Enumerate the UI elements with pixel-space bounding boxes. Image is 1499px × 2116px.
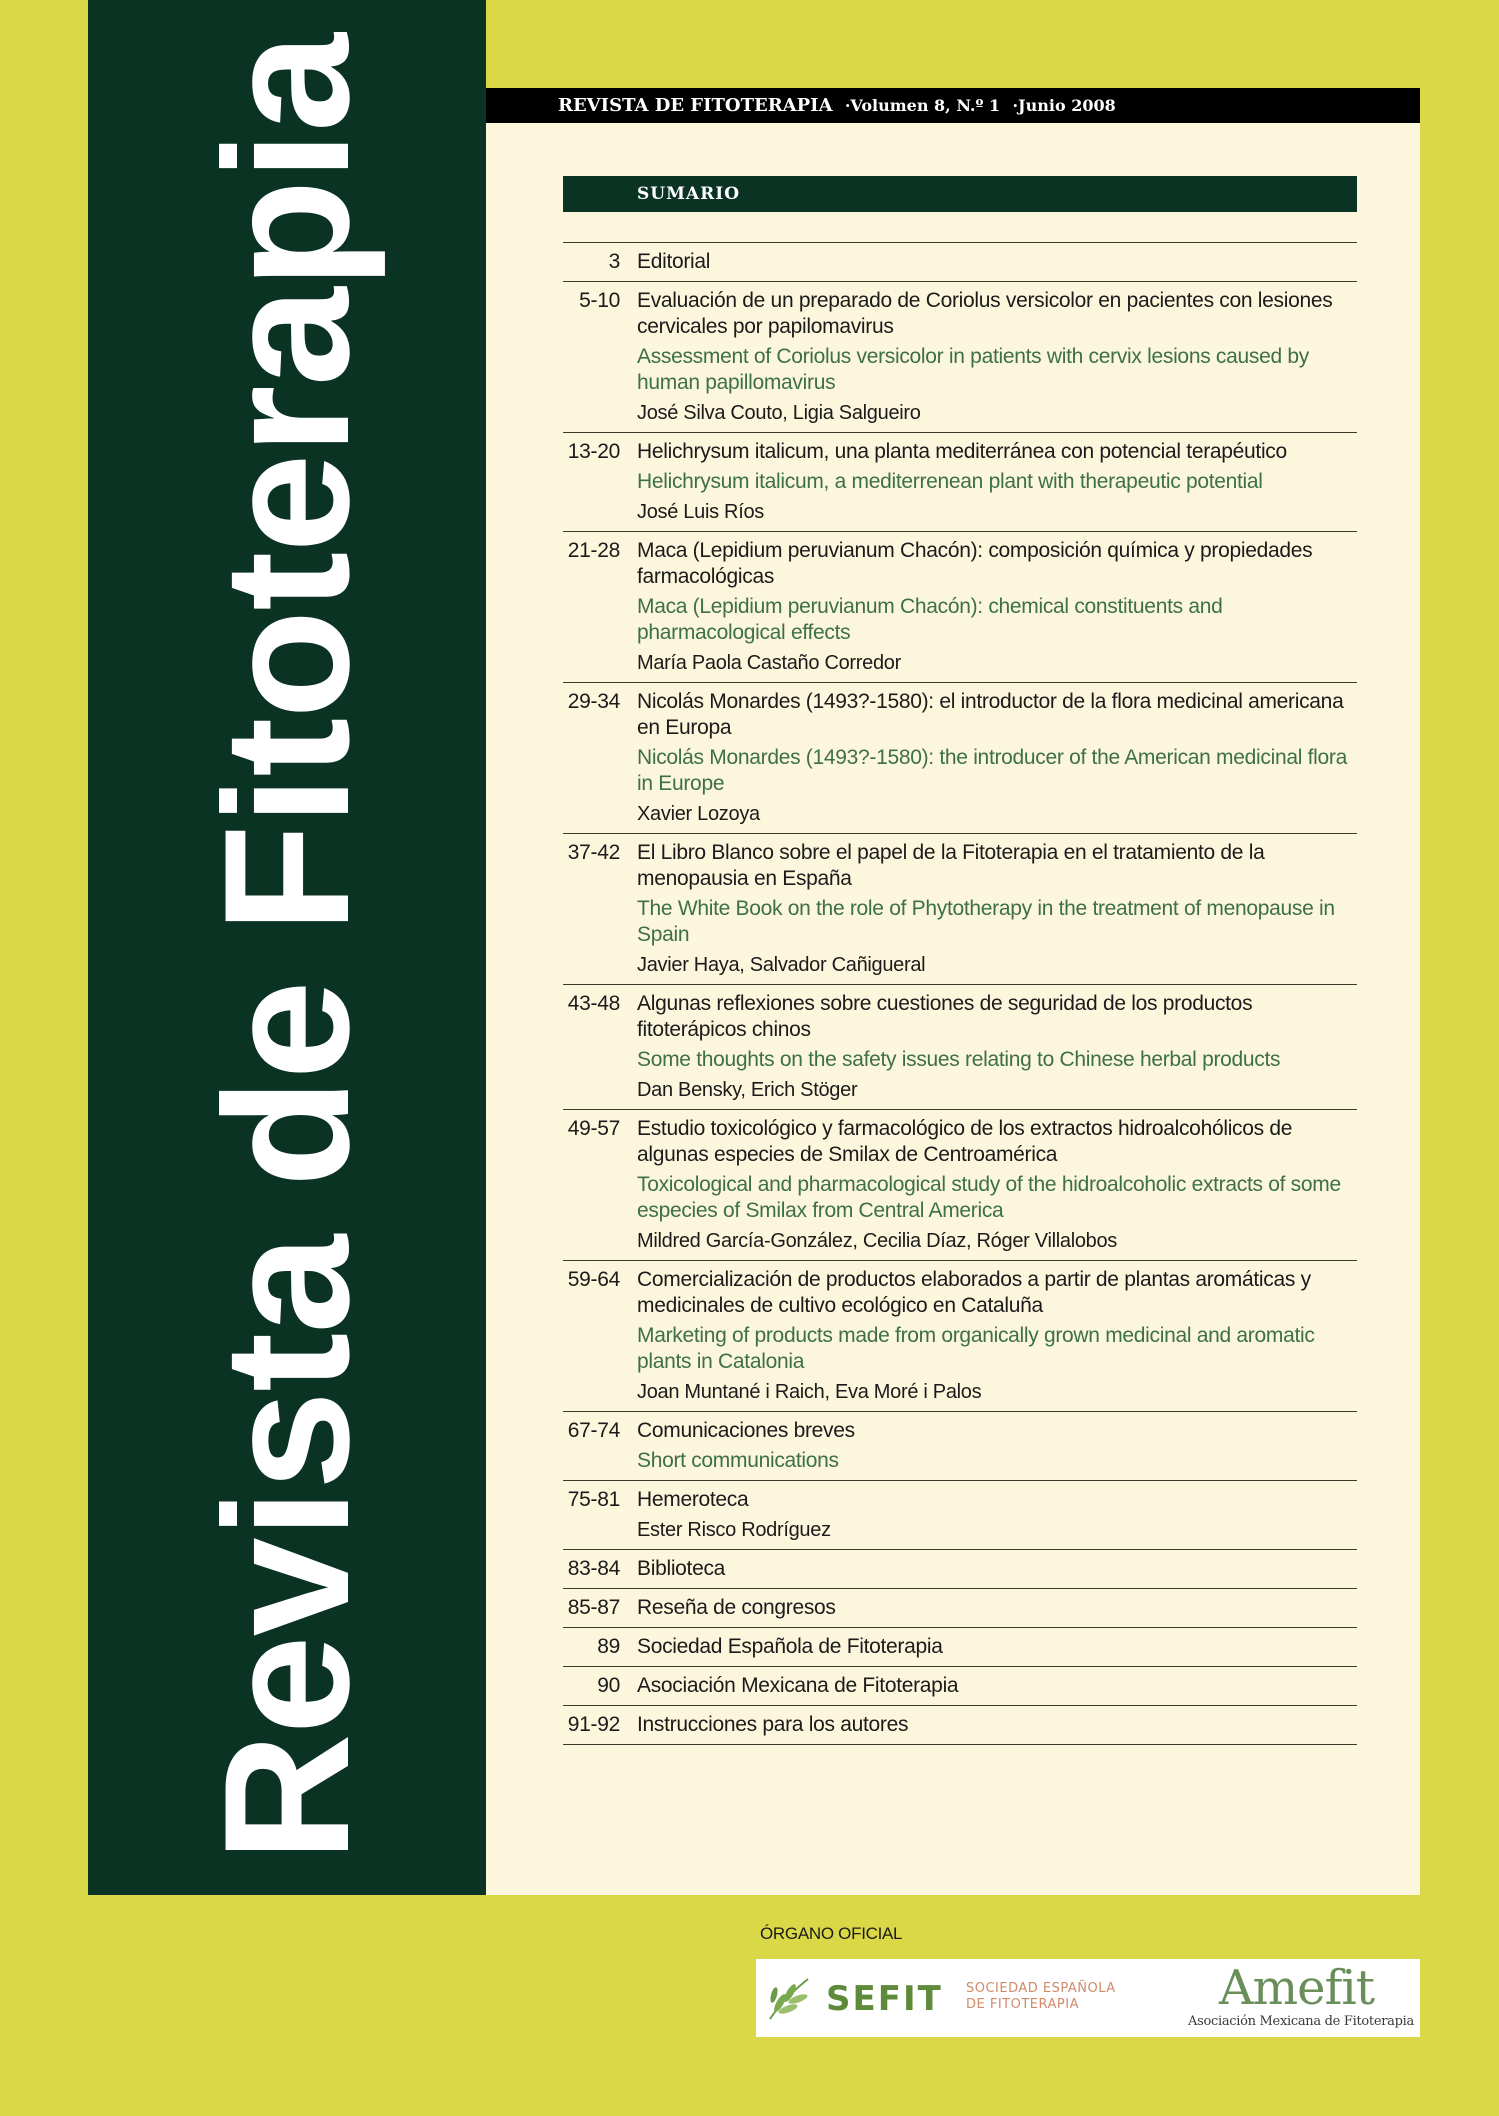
toc-title-spanish: Nicolás Monardes (1493?-1580): el introductor de la flora medicinal americana en Europa (637, 690, 1344, 739)
toc-entry (563, 1589, 1357, 1628)
toc-title-spanish: Comunicaciones breves (637, 1419, 855, 1442)
toc-page-range: 90 (597, 1674, 620, 1697)
toc-page-range: 21-28 (567, 539, 620, 562)
toc-authors: Xavier Lozoya (637, 803, 760, 825)
toc-page-range: 5-10 (579, 289, 620, 312)
toc-entry (563, 433, 1357, 532)
toc-title-english: Helichrysum italicum, a mediterrenean plant with therapeutic potential (637, 470, 1263, 493)
toc-title-spanish: El Libro Blanco sobre el papel de la Fitoterapia en el tratamiento de la menopausia en España (637, 841, 1265, 890)
toc-title-english: Some thoughts on the safety issues relating to Chinese herbal products (637, 1048, 1281, 1071)
toc-title-english: Toxicological and pharmacological study of the hidroalcoholic extracts of some especies of Smilax from Central America (637, 1173, 1341, 1222)
toc-title-spanish: Sociedad Española de Fitoterapia (637, 1635, 943, 1658)
toc-authors: Mildred García-González, Cecilia Díaz, Róger Villalobos (637, 1230, 1118, 1252)
toc-title-spanish: Comercialización de productos elaborados a partir de plantas aromáticas y medicinales de cultivo ecológico en Cataluña (637, 1268, 1311, 1317)
toc-entry (563, 243, 1357, 282)
toc-page-range: 85-87 (567, 1596, 620, 1619)
sefit-logo-text: SEFIT (826, 1979, 943, 2019)
toc-title-spanish: Helichrysum italicum, una planta mediterránea con potencial terapéutico (637, 440, 1287, 463)
toc-entry (563, 1706, 1357, 1745)
toc-title-english: The White Book on the role of Phytotherapy in the treatment of menopause in Spain (637, 897, 1335, 946)
toc-title-english: Marketing of products made from organically grown medicinal and aromatic plants in Catalonia (637, 1324, 1315, 1373)
toc-title-spanish: Instrucciones para los autores (637, 1713, 909, 1736)
toc-title-spanish: Maca (Lepidium peruvianum Chacón): composición química y propiedades farmacológicas (637, 539, 1313, 588)
sefit-subtitle: SOCIEDAD ESPAÑOLA DE FITOTERAPIA (966, 1981, 1116, 2012)
toc-title-spanish: Asociación Mexicana de Fitoterapia (637, 1674, 959, 1697)
toc-entry (563, 1110, 1357, 1261)
toc-title-spanish: Hemeroteca (637, 1488, 749, 1511)
header-volume: ·Volumen 8, N.º 1 (844, 96, 1001, 115)
toc-authors: Javier Haya, Salvador Cañigueral (637, 954, 926, 976)
toc-title-english: Nicolás Monardes (1493?-1580): the introducer of the American medicinal flora in Europe (637, 746, 1347, 795)
toc-page-range: 59-64 (567, 1268, 620, 1291)
toc-entry (563, 282, 1357, 433)
toc-entry (563, 1412, 1357, 1481)
organo-oficial-label: ÓRGANO OFICIAL (760, 1924, 903, 1943)
header-journal: REVISTA DE FITOTERAPIA (558, 95, 833, 116)
toc-authors: José Luis Ríos (637, 501, 764, 523)
toc-authors: María Paola Castaño Corredor (637, 652, 901, 674)
toc-entry (563, 1261, 1357, 1412)
contents-page (486, 88, 1420, 1895)
toc-title-english: Short communications (637, 1449, 839, 1472)
toc-authors: Dan Bensky, Erich Stöger (637, 1079, 858, 1101)
toc-authors: José Silva Couto, Ligia Salgueiro (637, 402, 921, 424)
toc-entry (563, 532, 1357, 683)
toc-page-range: 43-48 (567, 992, 620, 1015)
journal-title-vertical: Revista de Fitoterapia (187, 33, 386, 1862)
spine (88, 0, 486, 1895)
toc-entry (563, 1667, 1357, 1706)
amefit-logo-text: Amefit (1219, 1960, 1374, 2016)
toc-title-spanish: Reseña de congresos (637, 1596, 836, 1619)
table-of-contents (563, 242, 1357, 1745)
toc-page-range: 49-57 (567, 1117, 620, 1140)
society-logos (756, 1959, 1420, 2037)
toc-entry (563, 1550, 1357, 1589)
toc-title-spanish: Algunas reflexiones sobre cuestiones de seguridad de los productos fitoterápicos chinos (637, 992, 1253, 1041)
toc-authors: Ester Risco Rodríguez (637, 1519, 831, 1541)
toc-title-spanish: Biblioteca (637, 1557, 726, 1580)
header-bar (486, 88, 1420, 123)
toc-entry (563, 985, 1357, 1110)
amefit-subtitle: Asociación Mexicana de Fitoterapia (1188, 2014, 1414, 2029)
toc-page-range: 83-84 (567, 1557, 620, 1580)
sumario-heading: SUMARIO (563, 176, 1357, 212)
toc-page-range: 13-20 (567, 440, 620, 463)
toc-authors: Joan Muntané i Raich, Eva Moré i Palos (637, 1381, 982, 1403)
toc-page-range: 75-81 (567, 1488, 620, 1511)
toc-entry (563, 683, 1357, 834)
toc-entry (563, 1481, 1357, 1550)
header-date: ·Junio 2008 (1012, 96, 1116, 115)
toc-page-range: 3 (608, 250, 620, 273)
toc-title-spanish: Editorial (637, 250, 711, 273)
toc-title-english: Maca (Lepidium peruvianum Chacón): chemical constituents and pharmacological effects (637, 595, 1223, 644)
toc-page-range: 67-74 (567, 1419, 620, 1442)
leaf-icon (764, 1975, 816, 2023)
toc-entry (563, 834, 1357, 985)
toc-page-range: 91-92 (567, 1713, 620, 1736)
toc-page-range: 37-42 (567, 841, 620, 864)
toc-title-english: Assessment of Coriolus versicolor in patients with cervix lesions caused by human papillomavirus (637, 345, 1309, 394)
toc-page-range: 89 (597, 1635, 620, 1658)
toc-entry (563, 1628, 1357, 1667)
toc-title-spanish: Evaluación de un preparado de Coriolus versicolor en pacientes con lesiones cervicales por papilomavirus (637, 289, 1333, 338)
toc-page-range: 29-34 (567, 690, 620, 713)
toc-title-spanish: Estudio toxicológico y farmacológico de los extractos hidroalcohólicos de algunas especies de Smilax de Centroamérica (637, 1117, 1293, 1166)
